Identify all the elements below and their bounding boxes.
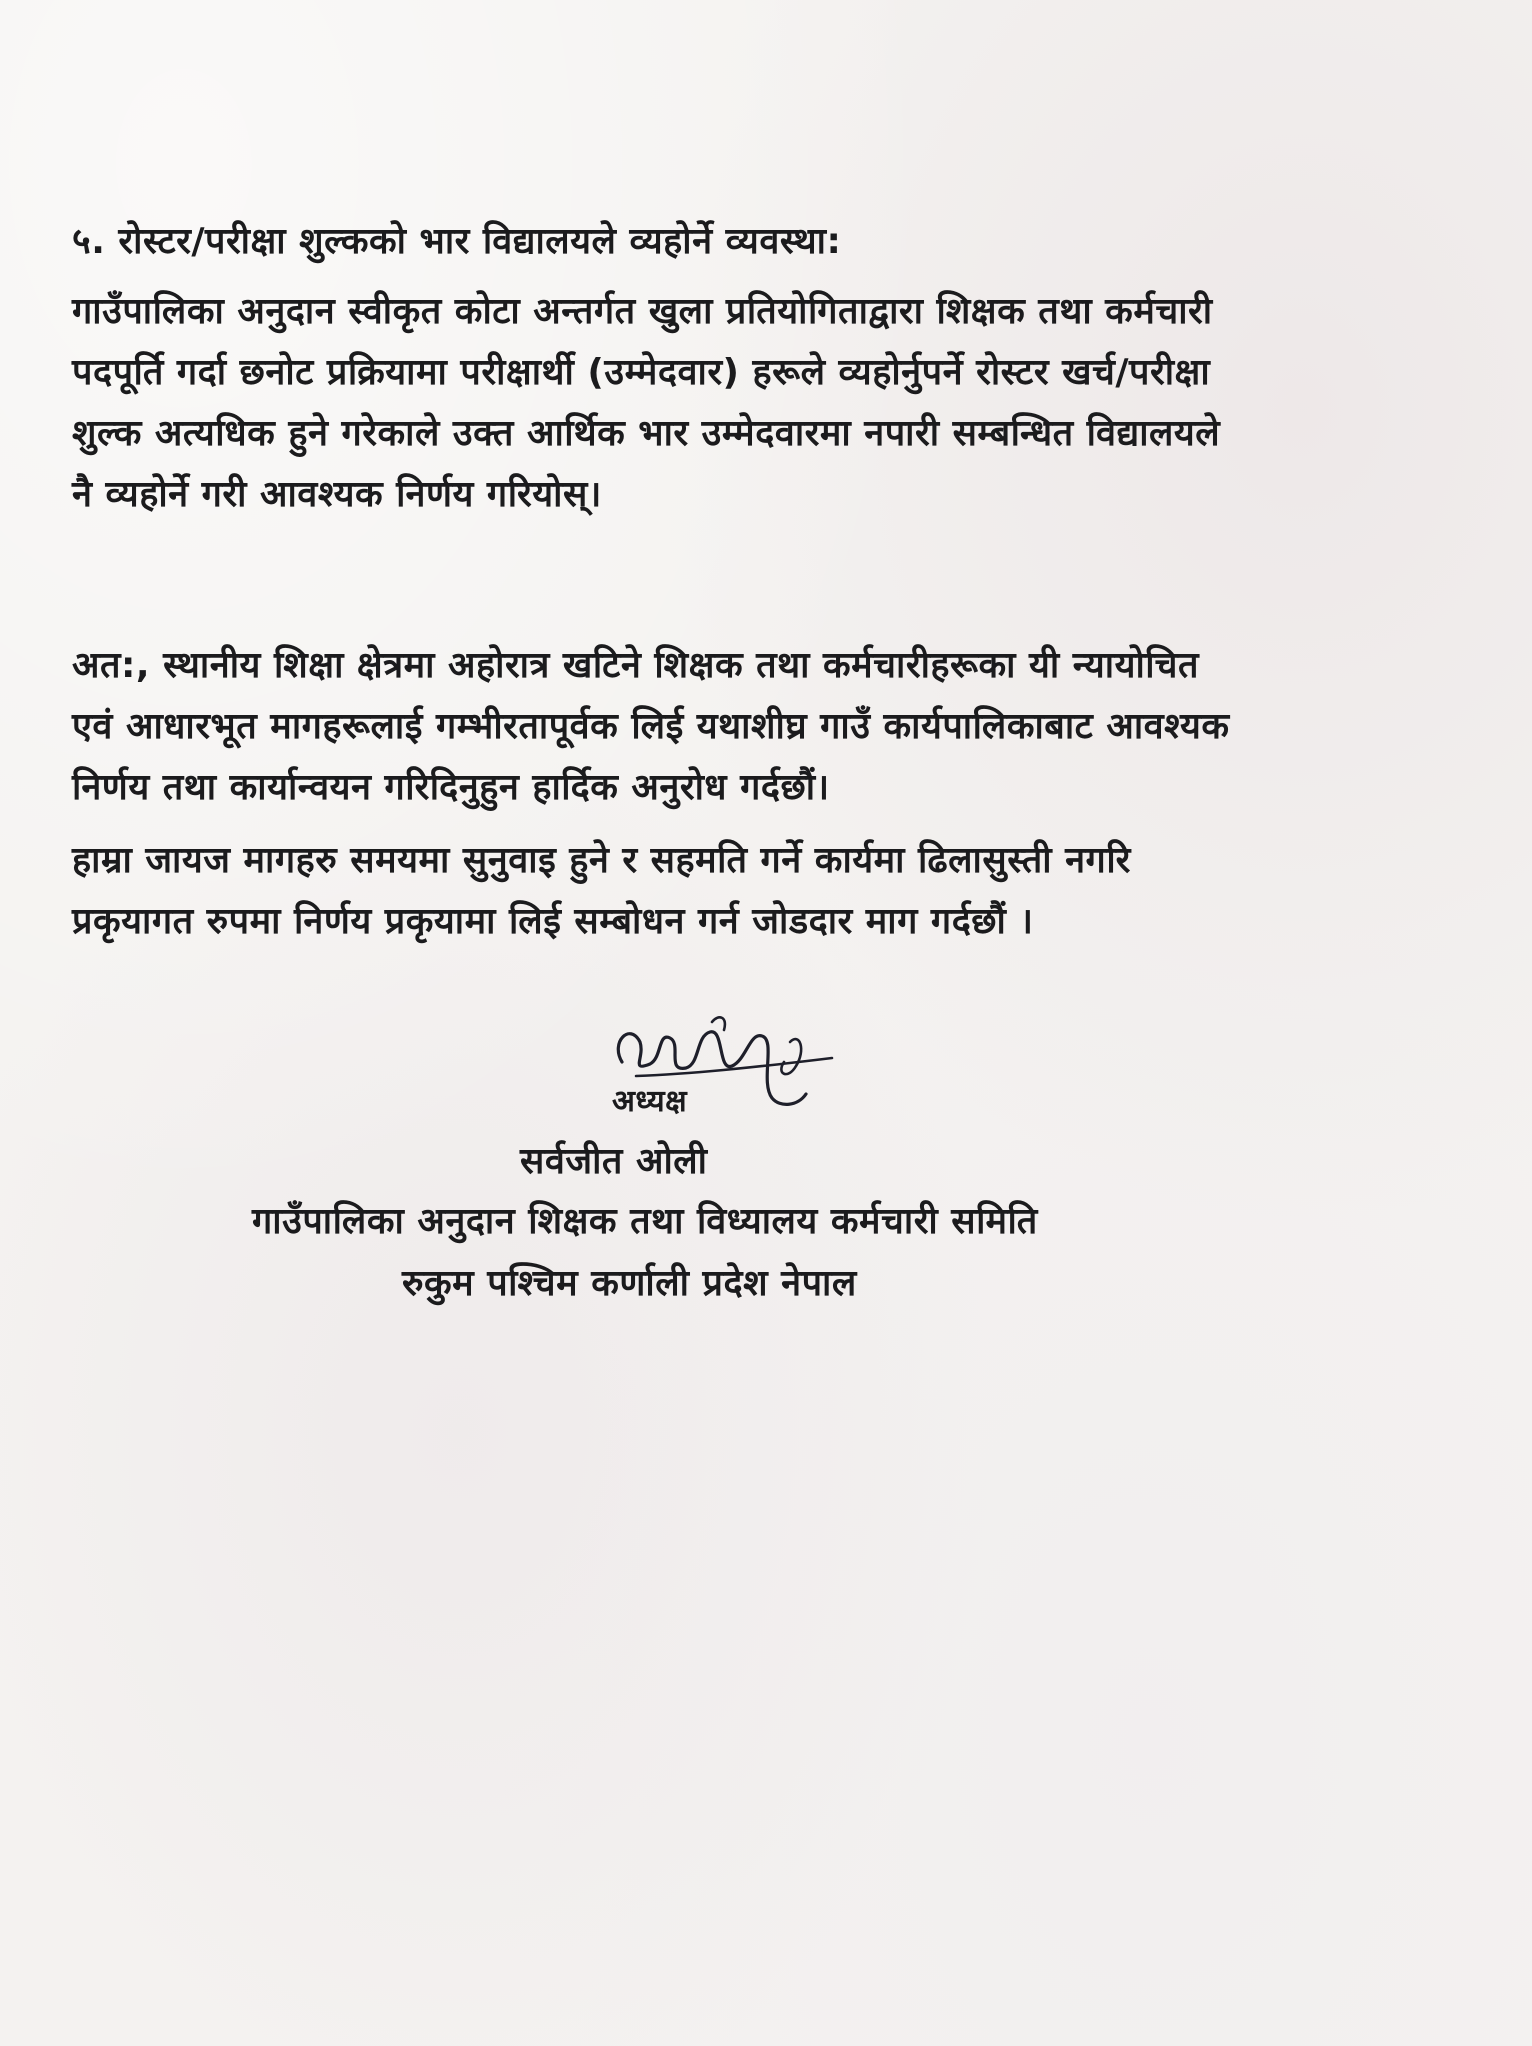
conclusion-line: एवं आधारभूत मागहरूलाई गम्भीरतापूर्वक लिई यथाशीघ्र गाउँ कार्यपालिकाबाट आवश्यक bbox=[72, 706, 1230, 747]
section-5-heading: ५. रोस्टर/परीक्षा शुल्कको भार विद्यालयले व्यहोर्ने व्यवस्था: bbox=[72, 221, 842, 262]
signatory-name: सर्वजीत ओली bbox=[520, 1141, 708, 1182]
conclusion-line: अत:, स्थानीय शिक्षा क्षेत्रमा अहोरात्र खटिने शिक्षक तथा कर्मचारीहरूका यी न्यायोचित bbox=[72, 645, 1199, 686]
section-5-line: पदपूर्ति गर्दा छनोट प्रक्रियामा परीक्षार्थी (उम्मेदवार) हरूले व्यहोर्नुपर्ने रोस्टर खर्च/परीक्षा bbox=[72, 352, 1211, 393]
conclusion-line: निर्णय तथा कार्यान्वयन गरिदिनुहुन हार्दिक अनुरोध गर्दछौं। bbox=[72, 767, 830, 808]
demand-line: हाम्रा जायज मागहरु समयमा सुनुवाइ हुने र सहमति गर्ने कार्यमा ढिलासुस्ती नगरि bbox=[72, 840, 1131, 881]
section-5-line: गाउँपालिका अनुदान स्वीकृत कोटा अन्तर्गत खुला प्रतियोगिताद्वारा शिक्षक तथा कर्मचारी bbox=[72, 291, 1213, 332]
demand-line: प्रकृयागत रुपमा निर्णय प्रकृयामा लिई सम्बोधन गर्न जोडदार माग गर्दछौं । bbox=[72, 901, 1034, 942]
organization-place: रुकुम पश्चिम कर्णाली प्रदेश नेपाल bbox=[402, 1263, 857, 1304]
organization-name: गाउँपालिका अनुदान शिक्षक तथा विध्यालय कर्मचारी समिति bbox=[252, 1201, 1038, 1242]
signatory-title: अध्यक्ष bbox=[612, 1084, 688, 1119]
section-5-line: शुल्क अत्यधिक हुने गरेकाले उक्त आर्थिक भार उम्मेदवारमा नपारी सम्बन्धित विद्यालयले bbox=[72, 413, 1221, 454]
section-5-line: नै व्यहोर्ने गरी आवश्यक निर्णय गरियोस्। bbox=[72, 474, 602, 515]
